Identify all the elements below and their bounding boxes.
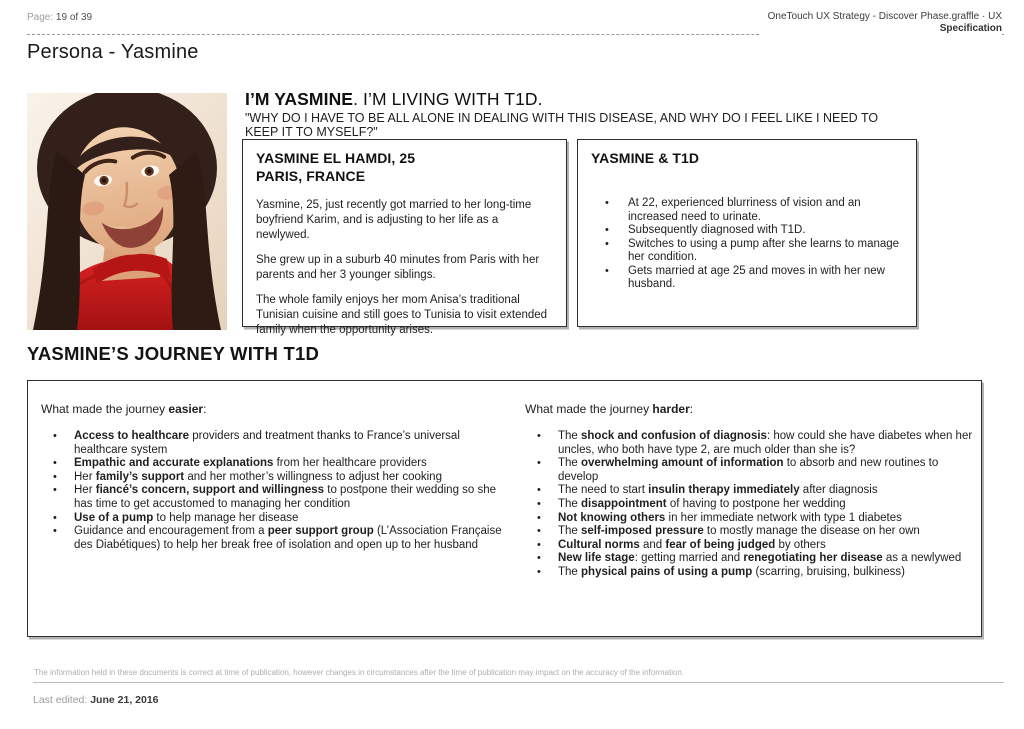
list-item-text: Access to healthcare providers and treatment thanks to France’s universal healthcare system — [74, 430, 460, 456]
list-item — [525, 566, 981, 580]
bullet-icon: • — [537, 430, 541, 442]
bio-title-line1: YASMINE EL HAMDI, 25 — [256, 150, 416, 166]
list-item — [525, 512, 981, 526]
list-item-text: Guidance and encouragement from a peer support group (L’Association Française des Diabétiques) to help her break free of isolation and open up to her husband — [74, 525, 502, 551]
t1d-bullet-list — [591, 197, 903, 292]
page-title: Persona - Yasmine — [27, 41, 199, 63]
bullet-icon: • — [537, 525, 541, 538]
list-item — [41, 512, 515, 526]
list-item — [41, 484, 515, 511]
list-item-text: New life stage: getting married and renegotiating her disease as a newlywed — [558, 552, 962, 565]
bullet-icon: • — [537, 552, 541, 565]
easier-list — [41, 430, 515, 552]
list-item-text: Empathic and accurate explanations from her healthcare providers — [74, 457, 427, 470]
journey-heading: YASMINE’S JOURNEY WITH T1D — [27, 343, 320, 364]
journey-easier-column — [41, 402, 515, 552]
list-item — [525, 484, 981, 498]
list-item-text: Switches to using a pump after she learns to manage her condition. — [628, 237, 900, 263]
bio-card — [242, 139, 567, 336]
bio-paragraphs — [256, 198, 553, 338]
footer-disclaimer: The information held in these documents is correct at time of publication, however changes in circumstances after the time of publication may impact on the accuracy of the information. — [34, 668, 685, 677]
list-item — [591, 197, 903, 224]
easier-label-bold: easier — [168, 402, 204, 416]
doc-title — [760, 11, 1002, 37]
intro-heading-bold: I’M YASMINE — [245, 89, 354, 109]
last-edited-value: June 21, 2016 — [90, 694, 159, 706]
bullet-icon: • — [537, 565, 541, 578]
harder-label-suffix: : — [689, 402, 694, 416]
doc-title-line1: OneTouch UX Strategy - Discover Phase.graffle · UX — [767, 11, 1002, 22]
list-item — [41, 525, 515, 552]
list-item — [41, 471, 515, 485]
doc-title-line2: Specification — [939, 22, 1002, 34]
list-item-text: The self-imposed pressure to mostly manage the disease on her own — [558, 525, 920, 538]
list-item-text: The overwhelming amount of information to absorb and new routines to develop — [558, 457, 939, 483]
bullet-icon: • — [605, 237, 609, 250]
bio-paragraph: Yasmine, 25, just recently got married to her long-time boyfriend Karim, and is adjusting to her life as a newlywed. — [256, 199, 532, 241]
persona-photo — [27, 93, 227, 330]
bio-paragraph: She grew up in a suburb 40 minutes from Paris with her parents and her 3 younger siblings. — [256, 254, 540, 281]
bullet-icon: • — [53, 430, 57, 442]
list-item-text: Her fiancé’s concern, support and willingness to postpone their wedding so she has time to get accustomed to managing her condition — [74, 484, 497, 510]
list-item — [591, 224, 903, 238]
harder-label-bold: harder — [652, 402, 690, 416]
bullet-icon: • — [537, 457, 541, 470]
list-item — [525, 552, 981, 566]
list-item-text: Not knowing others in her immediate network with type 1 diabetes — [558, 511, 902, 524]
intro-heading — [245, 89, 543, 110]
easier-label-suffix: : — [203, 402, 207, 416]
list-item — [41, 457, 515, 471]
bullet-icon: • — [53, 525, 57, 538]
portrait-illustration — [27, 93, 227, 330]
list-item — [525, 430, 981, 457]
bio-paragraph: The whole family enjoys her mom Anisa’s traditional Tunisian cuisine and still goes to Tunisia to visit extended family when the opportunity arises. — [256, 294, 548, 336]
bullet-icon: • — [537, 511, 541, 524]
bullet-icon: • — [605, 224, 609, 236]
list-item-text: Cultural norms and fear of being judged by others — [558, 538, 826, 551]
list-item-text: The physical pains of using a pump (scarring, bruising, bulkiness) — [558, 565, 906, 578]
harder-list — [525, 430, 981, 580]
last-edited-label: Last edited: — [33, 694, 88, 706]
easier-label-prefix: What made the journey — [41, 402, 169, 416]
list-item — [591, 238, 903, 265]
list-item — [525, 539, 981, 553]
t1d-card — [577, 139, 917, 327]
easier-label — [41, 402, 515, 416]
list-item-text: The shock and confusion of diagnosis: how could she have diabetes when her uncles, who both have type 2, are much older than she is? — [558, 430, 973, 456]
list-item — [525, 457, 981, 484]
list-item-text: Her family’s support and her mother’s willingness to adjust her cooking — [74, 470, 442, 483]
journey-card — [27, 380, 982, 637]
list-item-text: The disappointment of having to postpone her wedding — [558, 497, 846, 510]
footer-divider — [33, 682, 1004, 683]
bullet-icon: • — [537, 538, 541, 551]
bio-card-title — [256, 149, 553, 185]
list-item-text: At 22, experienced blurriness of vision and an increased need to urinate. — [628, 197, 861, 223]
bullet-icon: • — [605, 197, 609, 209]
list-item-text: Use of a pump to help manage her disease — [74, 511, 299, 524]
intro-heading-rest: . I’M LIVING WITH T1D. — [353, 89, 543, 109]
bullet-icon: • — [537, 484, 541, 497]
page-number — [27, 12, 92, 23]
bullet-icon: • — [537, 497, 541, 510]
page-label: Page: — [27, 12, 54, 23]
bullet-icon: • — [605, 264, 609, 277]
bullet-icon: • — [53, 484, 57, 497]
bio-title-line2: PARIS, FRANCE — [256, 168, 366, 184]
list-item — [591, 265, 903, 292]
list-item — [525, 525, 981, 539]
harder-label-prefix: What made the journey — [525, 402, 653, 416]
list-item-text: The need to start insulin therapy immediately after diagnosis — [558, 484, 878, 497]
journey-harder-column — [525, 402, 981, 580]
list-item — [525, 498, 981, 512]
bullet-icon: • — [53, 457, 57, 470]
harder-label — [525, 402, 981, 416]
t1d-card-title: YASMINE & T1D — [591, 150, 700, 166]
list-item-text: Gets married at age 25 and moves in with her new husband. — [628, 264, 885, 290]
list-item-text: Subsequently diagnosed with T1D. — [628, 224, 806, 236]
bullet-icon: • — [53, 470, 57, 483]
persona-quote: "WHY DO I HAVE TO BE ALL ALONE IN DEALING WITH THIS DISEASE, AND WHY DO I FEEL LIKE I NEED TO KEEP IT TO MYSELF?" — [245, 111, 879, 139]
bullet-icon: • — [53, 511, 57, 524]
page-value: 19 of 39 — [55, 12, 93, 23]
list-item — [41, 430, 515, 457]
last-edited — [33, 694, 159, 706]
